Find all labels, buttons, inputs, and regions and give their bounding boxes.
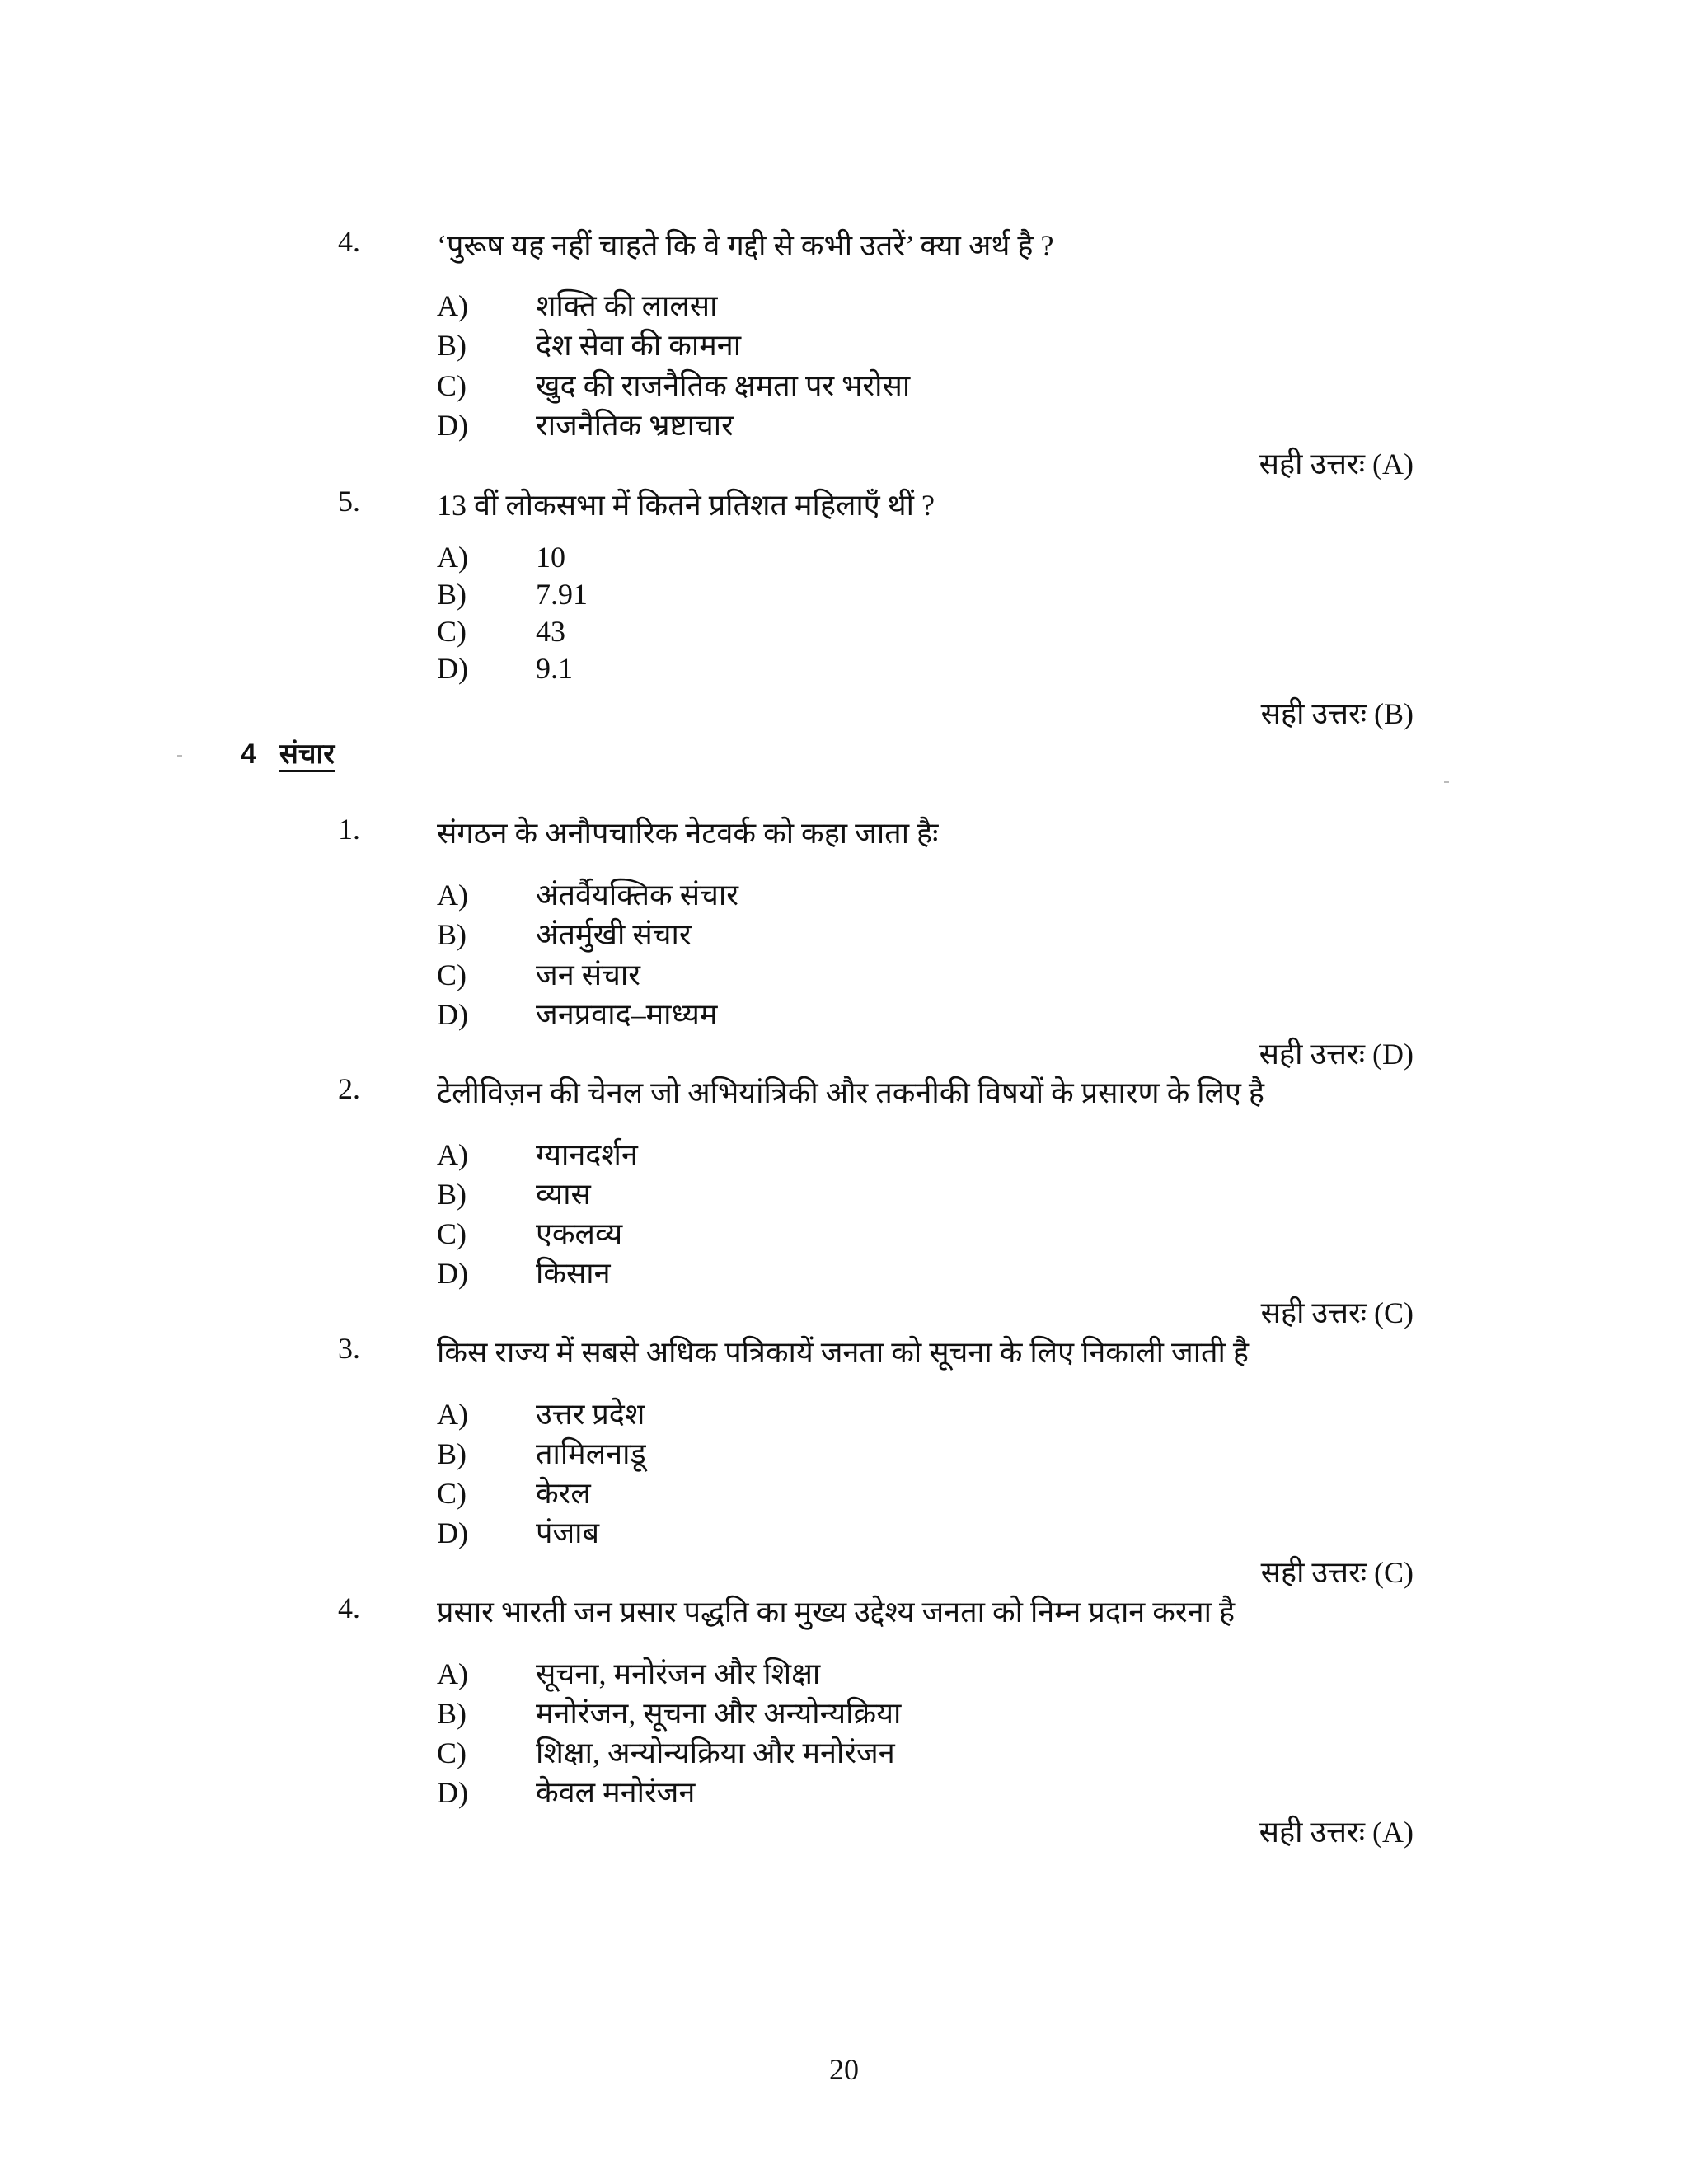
question-text: ‘पुरूष यह नहीं चाहते कि वे गद्दी से कभी उतरें’ क्या अर्थ है ? [437, 229, 1054, 262]
option-text: जनप्रवाद–माध्यम [536, 998, 718, 1031]
option-text: अंतर्मुखी संचार [536, 918, 692, 951]
option-text: 10 [536, 541, 565, 574]
correct-answer: सही उत्तरः (A) [1259, 448, 1414, 480]
option-letter: B) [437, 1697, 467, 1730]
option-text: मनोरंजन, सूचना और अन्योन्यक्रिया [536, 1697, 902, 1730]
option-text: ग्यानदर्शन [536, 1138, 638, 1171]
option-letter: C) [437, 1736, 467, 1769]
option-d [437, 993, 717, 1033]
option-text: उत्तर प्रदेश [536, 1398, 645, 1431]
option-text: केवल मनोरंजन [536, 1776, 696, 1809]
option-text: पंजाब [536, 1516, 600, 1549]
option-text: देश सेवा की कामना [536, 329, 742, 362]
question-text: किस राज्य में सबसे अधिक पत्रिकायें जनता को सूचना के लिए निकाली जाती है [437, 1336, 1249, 1369]
correct-answer: सही उत्तरः (C) [1260, 1296, 1414, 1329]
option-a [437, 1133, 638, 1174]
option-b [437, 1692, 901, 1732]
question-number: 1. [338, 813, 360, 846]
option-c [437, 364, 910, 405]
option-text: अंतर्वैयक्तिक संचार [536, 879, 738, 912]
option-letter: D) [437, 1516, 468, 1549]
option-c [437, 614, 565, 649]
option-letter: A) [437, 1657, 468, 1690]
section-number: 4 [241, 738, 256, 770]
option-letter: B) [437, 1437, 467, 1470]
option-b [437, 913, 692, 954]
option-c [437, 954, 640, 994]
option-letter: C) [437, 615, 467, 648]
page-number: 20 [829, 2053, 859, 2086]
option-text: जन संचार [536, 958, 640, 991]
option-text: खुद की राजनैतिक क्षमता पर भरोसा [536, 369, 911, 402]
option-b [437, 1173, 591, 1213]
option-text: 7.91 [536, 578, 588, 611]
option-a [437, 284, 717, 325]
option-text: राजनैतिक भ्रष्टाचार [536, 409, 734, 442]
option-letter: A) [437, 289, 468, 322]
option-c [437, 1212, 622, 1253]
option-letter: A) [437, 1138, 468, 1171]
correct-answer: सही उत्तरः (B) [1260, 697, 1414, 730]
option-letter: C) [437, 1217, 467, 1250]
option-text: शक्ति की लालसा [536, 289, 718, 322]
section-title: संचार [279, 738, 335, 770]
option-d [437, 1511, 599, 1552]
option-letter: C) [437, 1477, 467, 1510]
question-text: 13 वीं लोकसभा में कितने प्रतिशत महिलाएँ थीं ? [437, 489, 935, 522]
option-letter: D) [437, 998, 468, 1031]
option-letter: B) [437, 1178, 467, 1211]
question-text: टेलीविज़न की चेनल जो अभियांत्रिकी और तकनीकी विषयों के प्रसारण के लिए है [437, 1076, 1264, 1109]
question-number: 2. [338, 1072, 360, 1105]
section-heading [241, 733, 335, 771]
correct-answer: सही उत्तरः (A) [1259, 1816, 1414, 1849]
option-d [437, 651, 573, 686]
option-text: शिक्षा, अन्योन्यक्रिया और मनोरंजन [536, 1736, 895, 1769]
option-text: एकलव्य [536, 1217, 623, 1250]
option-d [437, 404, 734, 444]
option-letter: B) [437, 578, 467, 611]
question-text: प्रसार भारती जन प्रसार पद्धति का मुख्य उद्देश्य जनता को निम्न प्रदान करना है [437, 1596, 1236, 1629]
question-number: 4. [338, 225, 360, 258]
option-text: किसान [536, 1257, 611, 1290]
option-text: केरल [536, 1477, 591, 1510]
option-b [437, 324, 741, 364]
option-text: सूचना, मनोरंजन और शिक्षा [536, 1657, 821, 1690]
scan-speck [177, 755, 182, 757]
option-letter: C) [437, 369, 467, 402]
option-letter: D) [437, 652, 468, 685]
option-letter: D) [437, 1257, 468, 1290]
scan-speck [1444, 781, 1449, 783]
option-letter: D) [437, 409, 468, 442]
option-text: 43 [536, 615, 565, 648]
option-letter: A) [437, 879, 468, 912]
option-d [437, 1771, 695, 1811]
option-letter: A) [437, 1398, 468, 1431]
option-letter: B) [437, 918, 467, 951]
option-text: 9.1 [536, 652, 573, 685]
option-c [437, 1732, 895, 1772]
option-a [437, 1393, 645, 1433]
option-letter: C) [437, 958, 467, 991]
option-a [437, 1652, 820, 1693]
option-text: व्यास [536, 1178, 591, 1211]
option-b [437, 1432, 646, 1473]
option-c [437, 1472, 591, 1512]
correct-answer: सही उत्तरः (C) [1260, 1556, 1414, 1589]
option-a [437, 540, 565, 574]
option-letter: D) [437, 1776, 468, 1809]
correct-answer: सही उत्तरः (D) [1259, 1038, 1414, 1071]
question-number: 3. [338, 1332, 360, 1365]
option-b [437, 577, 588, 612]
option-letter: B) [437, 329, 467, 362]
question-text: संगठन के अनौपचारिक नेटवर्क को कहा जाता हैः [437, 817, 939, 850]
option-letter: A) [437, 541, 468, 574]
option-text: तामिलनाडू [536, 1437, 646, 1470]
question-number: 5. [338, 485, 360, 518]
option-a [437, 874, 738, 914]
question-number: 4. [338, 1591, 360, 1624]
option-d [437, 1252, 611, 1292]
